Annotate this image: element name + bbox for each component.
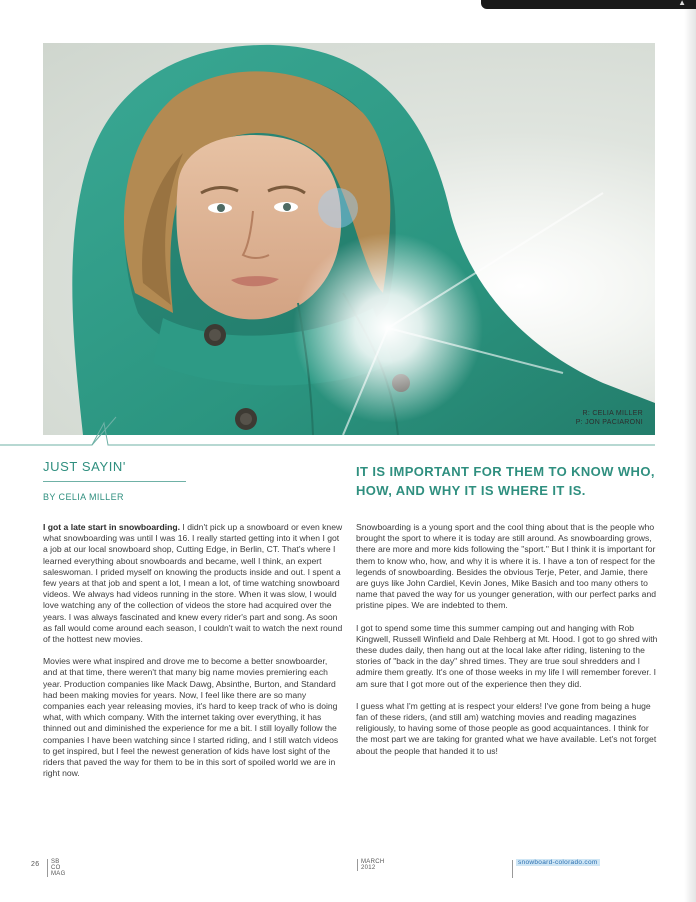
issue-month: MARCH: [361, 859, 385, 865]
magazine-line-2: CO: [51, 865, 61, 871]
magazine-line-3: MAG: [51, 871, 66, 877]
hero-photo: [43, 43, 655, 435]
pull-quote: IT IS IMPORTANT FOR THEM TO KNOW WHO, HOW, AND WHY IT IS WHERE IT IS.: [356, 464, 655, 498]
paragraph-1-text: I didn't pick up a snowboard or even knew what snowboarding was until I was 16. I really started getting into it when I got a job at our local snowboard shop, Cutting Edge, in Berlin, CT. That's where I learned everything about snowboards and became, well I think, an expert saleswoman. I prided myself on knowing the products inside and out. I spent a few years at that job and spent a lot, I mean a lot, of time watching snowboard videos. We always had videos running in the store. When it was slow, I would love watching any of the collection of videos the store had acquired over the years. I was always fascinated and knew every rider's part and song. As soon as fall would come around each season, I couldn't wait to watch the next round of the hottest new movies.: [43, 522, 343, 645]
website-url[interactable]: snowboard-colorado.com: [518, 859, 598, 866]
decorative-divider-line: [0, 415, 696, 455]
article-column-left: [43, 522, 343, 790]
expand-icon[interactable]: ▲: [678, 0, 686, 7]
article-column-right: [356, 522, 658, 768]
issue-date: [357, 859, 385, 871]
paragraph-3: Snowboarding is a young sport and the cool thing about that is the people who brought the sport to where it is today are still around. As snowboarding grows, there are more and more kids following the "sport." But I think it is important for them to know who, how, and why it is where it is. I have a ton of respect for the legends of snowboarding. Besides the obvious Terje, Peter, and Jamie, there are guys like John Cardiel, Kevin Jones, Mike Basich and too many others to name that paved the way for us younger generation, with our perfect parks and pristine pipes. We are indebted to them.: [356, 522, 657, 611]
website-link[interactable]: [512, 860, 600, 878]
paragraph-4: I got to spend some time this summer camping out and hanging with Rob Kingwell, Russell Winfield and Dale Rehberg at Mt. Hood. I got to go shred with these dudes daily, then hang out at the local lake after riding, listening to the stories of "back in the day" shred times. They are true soul shredders and I admire them greatly. It's one of those weeks in my life I will remember forever. I am sure that I got more out of the experience then they did.: [356, 622, 658, 689]
page-number: 26: [31, 861, 40, 868]
magazine-line-1: SB: [51, 859, 60, 865]
paragraph-5: I guess what I'm getting at is respect your elders! I've gone from being a huge fan of these riders, (and still am) watching movies and reading magazines religiously, to having some of those people as good acquaintances. I think for the most part we are taking for granted what we have available. Let's not forget about the people that handed it to us!: [356, 700, 657, 756]
section-title: JUST SAYIN': [43, 459, 127, 474]
credit-photographer: P: JON PACIARONI: [575, 419, 643, 426]
credit-subject: R: CELIA MILLER: [582, 410, 643, 417]
lead-in: I got a late start in snowboarding.: [43, 522, 181, 532]
byline: BY CELIA MILLER: [43, 492, 124, 502]
paragraph-2: Movies were what inspired and drove me to become a better snowboarder, and at that time, there weren't that many big name movies premiering each year. Production companies like Mack Dawg, Absinthe, Burton, and Standard had been making movies for years. Now, I feel like there are so many companies each year releasing movies, it's hard to keep track of who is doing what, with which company. With the internet taking over everything, it has thinned out and diminished the experience for me a bit. I still loyally follow the companies I have been watching since I started riding, and I still watch videos to get inspired, but I feel the newest generation of kids have lost sight of the riders that paved the way for them to be in this sort of spoiled world we are in right now.: [43, 656, 339, 779]
title-underline: [43, 481, 186, 482]
issue-year: 2012: [361, 865, 376, 871]
magazine-name: [47, 859, 66, 877]
viewer-toolbar-tab[interactable]: [481, 0, 696, 9]
portrait-illustration: [43, 43, 655, 435]
paragraph-1: [43, 522, 343, 645]
